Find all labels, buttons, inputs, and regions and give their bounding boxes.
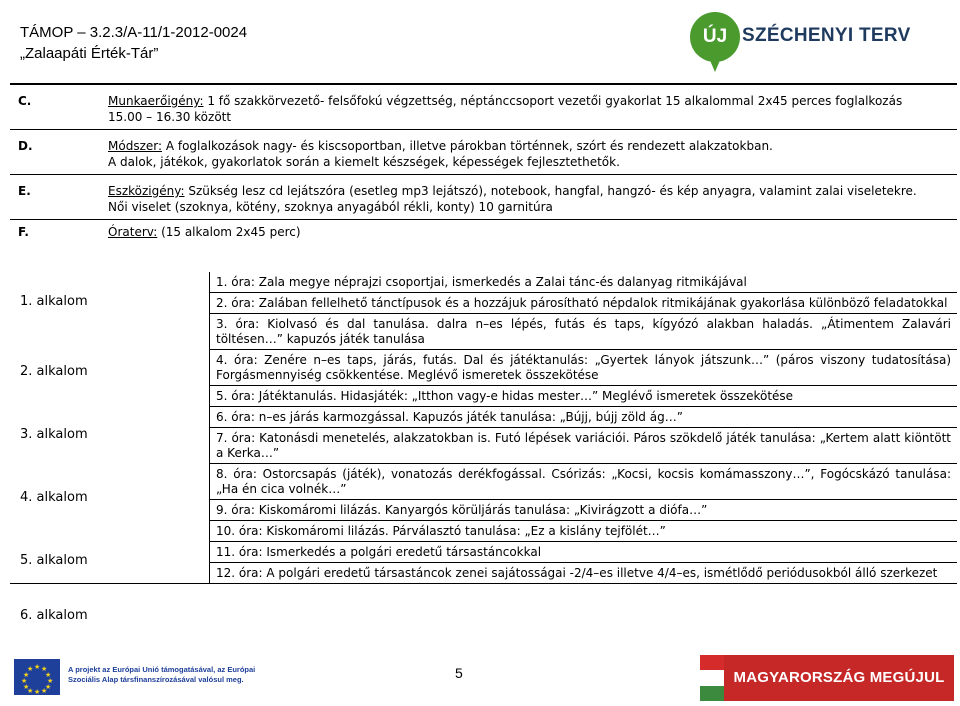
magyarorszag-megujul-banner: MAGYARORSZÁG MEGÚJUL [724, 655, 954, 701]
section-letter: D. [10, 130, 104, 175]
alkalom-column [10, 272, 210, 623]
section-d-row [10, 130, 957, 175]
section-content [104, 175, 957, 220]
page-number: 5 [455, 665, 463, 681]
ora-row: 12. óra: A polgári eredetű társastáncok zenei sajátosságai -2/4–es illetve 4/4–es, ismétlődő periódusokból álló szerkezet [210, 562, 957, 583]
ora-list [210, 272, 957, 583]
section-letter: E. [10, 175, 104, 220]
ora-row: 5. óra: Játéktanulás. Hidasjáték: „Itthon vagy-e hidas mester…” Meglévő ismeretek összekötése [210, 385, 957, 406]
uj-logo-mark: ÚJ [690, 12, 740, 62]
ora-row: 10. óra: Kiskomáromi lilázás. Párválasztó tanulása: „Ez a kislány tejfölét…” [210, 520, 957, 541]
eu-flag-icon: ★ ★ ★ ★ ★ ★ ★ ★ ★ ★ ★ ★ [14, 659, 60, 695]
hungarian-flag-icon [700, 655, 724, 701]
plan-table [10, 83, 957, 244]
section-label: Munkaerőigény: [108, 94, 204, 108]
section-content [104, 84, 957, 130]
section-text: 1 fő szakkörvezető- felsőfokú végzettség, néptánccsoport vezetői gyakorlat 15 alkalommal 2x45 perces foglalkozás [203, 94, 903, 108]
section-text: A foglalkozások nagy- és kiscsoportban, illetve párokban történnek, szórt és rendezett alakzatokban. [162, 139, 773, 153]
ora-row: 7. óra: Katonásdi menetelés, alakzatokban is. Futó lépések variációi. Páros szökdelő játék tanulása: „Kertem alatt kiöntött a Kerka…” [210, 427, 957, 463]
ora-row: 4. óra: Zenére n–es taps, járás, futás. Dal és játéktanulás: „Gyertek lányok játszunk…” (páros viszony tudatosítása) Forgásmennyiség csökkentése. Meglévő ismeretek összekötése [210, 349, 957, 385]
section-label: Óraterv: [108, 225, 158, 239]
section-text-line2: Női viselet (szoknya, kötény, szoknya anyagából rékli, konty) 10 garnitúra [108, 200, 553, 214]
section-c-row [10, 84, 957, 130]
eu-funding-note [68, 665, 255, 685]
project-code: TÁMOP – 3.2.3/A-11/1-2012-0024 [20, 24, 248, 41]
ora-row: 3. óra: Kiolvasó és dal tanulása. dalra n–es lépés, futás és taps, kígyózó alakban haladás. „Átimentem Zalavári töltésen…” kapuzós játék tanulása [210, 313, 957, 349]
ora-row: 6. óra: n–es járás karmozgással. Kapuzós játék tanulása: „Bújj, bújj zöld ág…” [210, 406, 957, 427]
alkalom-label: 3. alkalom [20, 427, 88, 442]
section-content [104, 130, 957, 175]
logo-name: SZÉCHENYI TERV [742, 25, 911, 46]
section-text: Szükség lesz cd lejátszóra (esetleg mp3 lejátszó), notebook, hangfal, hangzó- és kép anyagra, valamint zalai viseletekre. [184, 184, 917, 198]
szechenyi-terv-logo [690, 12, 950, 76]
alkalom-label: 6. alkalom [20, 608, 88, 623]
ora-row: 1. óra: Zala megye néprajzi csoportjai, ismerkedés a Zalai tánc-és dalanyag ritmikájával [216, 275, 747, 289]
ora-row: 9. óra: Kiskomáromi lilázás. Kanyargós körüljárás tanulása: „Kivirágzott a diófa…” [210, 499, 957, 520]
section-letter: C. [10, 84, 104, 130]
section-e-row [10, 175, 957, 220]
section-letter: F. [10, 220, 104, 245]
alkalom-label: 5. alkalom [20, 553, 88, 568]
section-text-line2: A dalok, játékok, gyakorlatok során a kiemelt készségek, képességek fejlesztethetők. [108, 155, 620, 169]
section-label: Eszközigény: [108, 184, 185, 198]
section-content [104, 220, 957, 245]
eu-note-line: Szociális Alap társfinanszírozásával valósul meg. [68, 675, 244, 684]
alkalom-label: 1. alkalom [20, 294, 88, 309]
section-f-row [10, 220, 957, 245]
section-text: (15 alkalom 2x45 perc) [157, 225, 301, 239]
section-text-line2: 15.00 – 16.30 között [108, 110, 232, 124]
session-schedule [10, 272, 957, 623]
alkalom-label: 2. alkalom [20, 364, 88, 379]
section-label: Módszer: [108, 139, 163, 153]
ora-row: 8. óra: Ostorcsapás (játék), vonatozás derékfogással. Csórizás: „Kocsi, kocsis komámasszony…”, Fogócskázó tanulása: „Ha én cica volnék…” [210, 463, 957, 499]
eu-note-line: A projekt az Európai Unió támogatásával, az Európai [68, 665, 256, 674]
alkalom-label: 4. alkalom [20, 490, 88, 505]
ora-row: 2. óra: Zalában fellelhető tánctípusok és a hozzájuk párosítható népdalok ritmikájának gyakorlása különböző feladatokkal [210, 292, 957, 313]
logo-pin-tip [709, 58, 721, 72]
ora-row: 11. óra: Ismerkedés a polgári eredetű társastáncokkal [210, 541, 957, 562]
project-name: „Zalaapáti Érték-Tár” [20, 45, 159, 62]
